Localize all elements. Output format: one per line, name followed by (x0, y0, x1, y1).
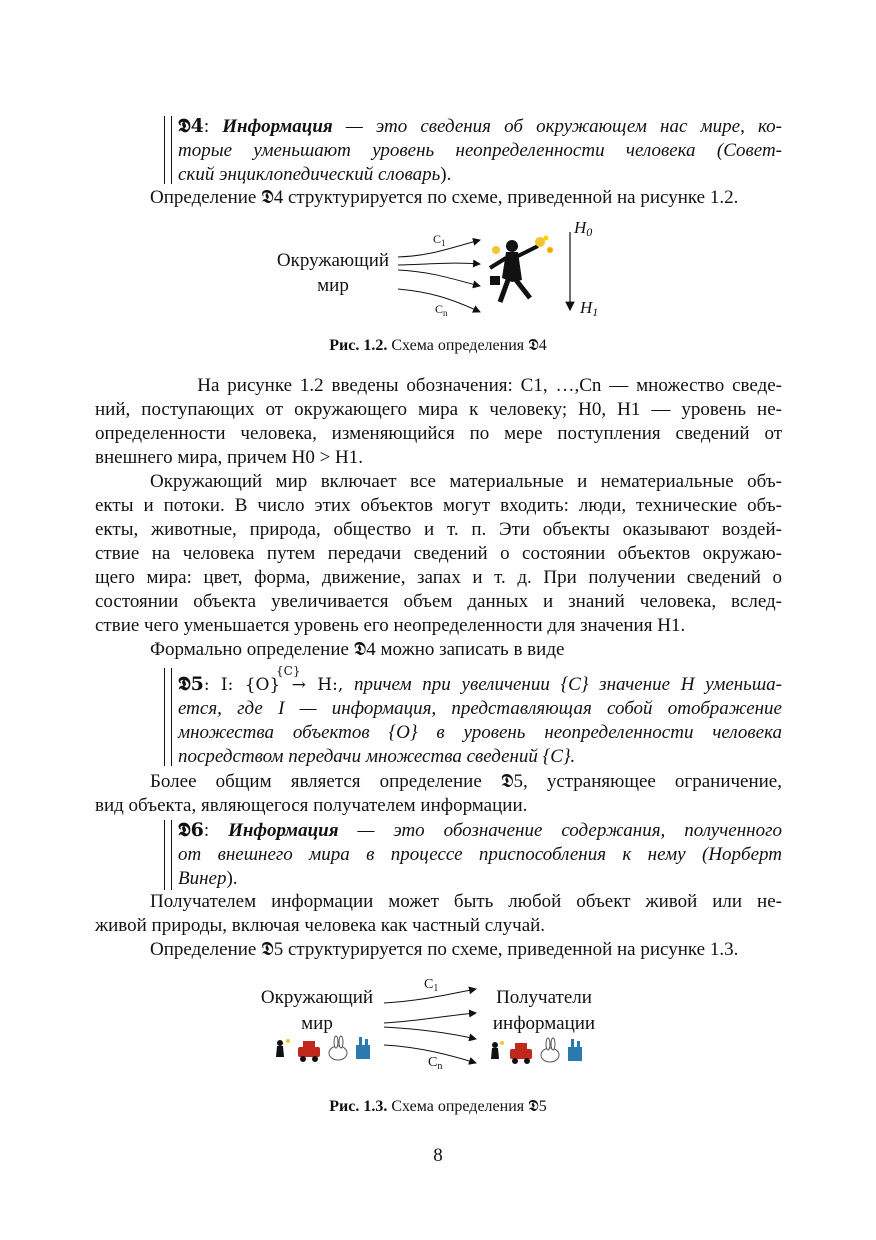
car-icon (510, 1043, 532, 1064)
figure-1-2 (250, 220, 630, 330)
person-icon (491, 1041, 504, 1059)
fig12-arrows (250, 220, 630, 330)
figure-1-3 (250, 975, 620, 1075)
paragraph-2: На рисунке 1.2 введены обозначения: C1, …,Cn — множество сведе- (197, 375, 782, 396)
arrow-c1 (384, 989, 476, 1003)
paragraph-4: Формально определение 𝕯4 можно записать в виде (150, 639, 565, 660)
rabbit-icon (541, 1038, 559, 1062)
fig13-target-line1: Получатели (496, 987, 592, 1008)
paragraph-1: Определение 𝕯4 структурируется по схеме, приведенной на рисунке 1.2. (150, 187, 739, 208)
paragraph-6-first: Получателем информации может быть любой объект живой или не- (150, 891, 782, 912)
arrow-3 (398, 270, 480, 286)
fig12-source-line2: мир (317, 275, 349, 296)
fig13-c1: $C_1$ (424, 977, 439, 994)
paragraph-5-first: Более общим является определение 𝕯5, устраняющее ограничение, (150, 771, 782, 792)
paragraph-3-first: Окружающий мир включает все материальные и нематериальные объ- (150, 471, 782, 492)
caption-fig-1-3: Рис. 1.3. Схема определения 𝕯5 (329, 1098, 547, 1115)
paragraph-3-body: екты и потоки. В число этих объектов могут входить: люди, технические объ- екты, животные, природа, общество и т. п. Эти объекты оказывают воздей- ствие на человека путем передачи сведений о состоянии объектов окружаю- щего мира: цвет, форма, движение, запах и т. д. При получении сведений о состоянии объекта увеличивается объем данных и знаний человека, вслед- ствие чего уменьшается уровень его неопределенности для значения H1. (95, 495, 782, 636)
d4-term: Информация (222, 116, 333, 137)
quote-bar (164, 668, 172, 766)
fig13-cn: $C_n$ (428, 1055, 443, 1072)
source-objects-icons (276, 1036, 370, 1062)
definition-d6: 𝕯6: Информация — это обозначение содержания, полученного от внешнего мира в процессе приспособления к нему (Норберт Винер). (178, 819, 782, 889)
page-number: 8 (433, 1145, 443, 1166)
person-icon (490, 236, 553, 303)
d4-label: 𝕯4 (178, 115, 204, 137)
paragraph-2-body: ний, поступающих от окружающего мира к человеку; H0, H1 — уровень не- определенности человека, изменяющийся по мере поступления сведений от внешнего мира, причем H0 > H1. (95, 399, 782, 468)
fig13-source-line1: Окружающий (260, 987, 374, 1008)
definition-d4: 𝕯4: Информация — это сведения об окружающем нас мире, ко- торые уменьшают уровень неопределенности человека (Совет- ский энциклопедический словарь). (178, 115, 782, 185)
fig12-source-line1: Окружающий (276, 250, 390, 271)
paragraph-5-body: вид объекта, являющегося получателем информации. (95, 795, 528, 816)
quote-bar (164, 820, 172, 890)
arrow-cn (398, 289, 480, 312)
paragraph-7: Определение 𝕯5 структурируется по схеме, приведенной на рисунке 1.3. (150, 939, 739, 960)
fig12-cn: $C_n$ (435, 302, 448, 318)
caption-fig-1-2: Рис. 1.2. Схема определения 𝕯4 (329, 337, 547, 354)
receiver-objects-icons (491, 1038, 582, 1064)
rabbit-icon (329, 1036, 347, 1060)
car-icon (298, 1041, 320, 1062)
arrow-cn (384, 1045, 476, 1063)
arrow-3 (384, 1027, 476, 1039)
factory-icon (568, 1039, 582, 1061)
arrow-2 (384, 1013, 476, 1023)
quote-bar (164, 116, 172, 184)
fig13-arrows (250, 975, 620, 1075)
fig12-h0: $H_0$ (574, 218, 593, 239)
arrow-c1 (398, 240, 480, 257)
fig12-h1: $H_1$ (580, 298, 599, 319)
fig12-c1: $C_1$ (433, 232, 446, 248)
factory-icon (356, 1037, 370, 1059)
person-icon (276, 1039, 290, 1057)
fig13-target-line2: информации (492, 1013, 596, 1034)
definition-d5: 𝕯5: I: {O} → H:, причем при увеличении {C} значение H уменьша- {C} ется, где I — информация, представляющая собой отображение множества объектов {O} в уровень неопределенности человека посредством передачи множества сведений {C}. (178, 664, 782, 767)
arrow-2 (398, 263, 480, 265)
fig13-source-line2: мир (301, 1013, 333, 1034)
paragraph-6-body: живой природы, включая человека как частный случай. (95, 915, 546, 936)
